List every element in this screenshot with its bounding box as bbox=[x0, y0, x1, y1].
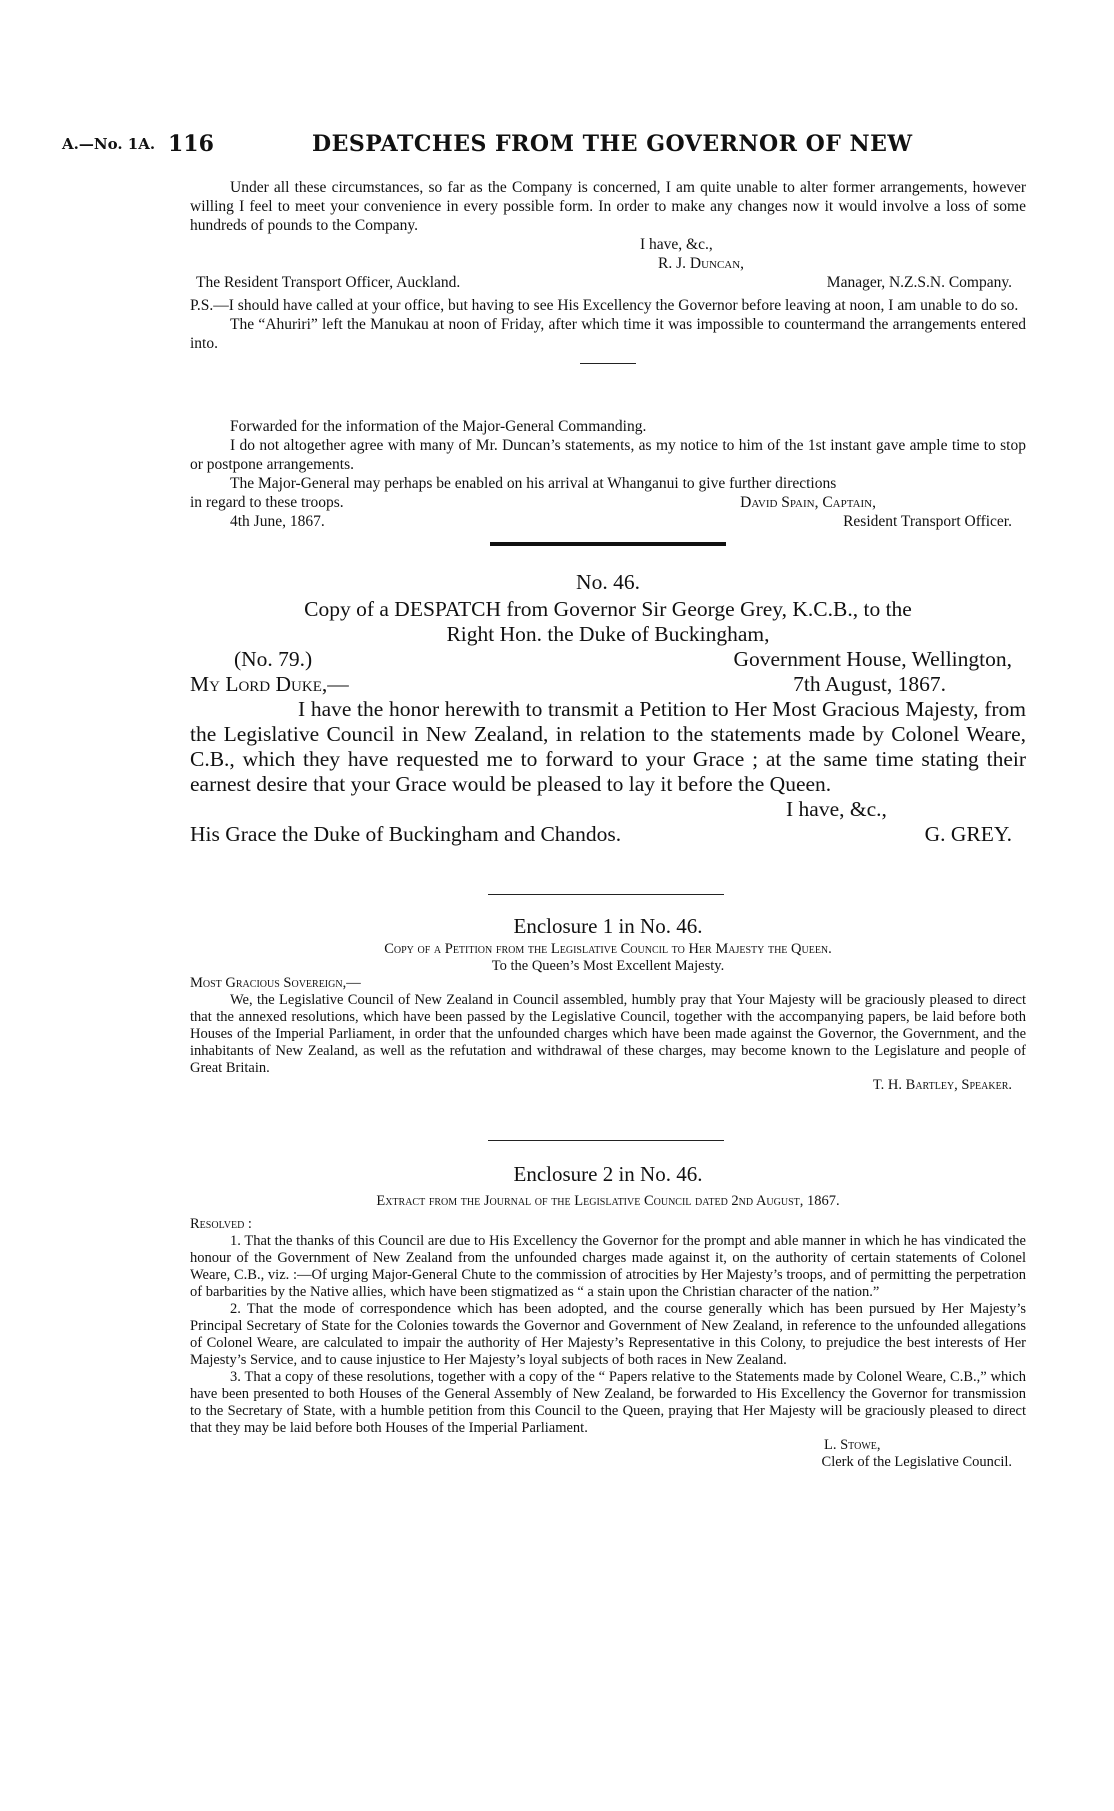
despatch-title-2: Right Hon. the Duke of Buckingham, bbox=[446, 622, 770, 646]
minute-date: 4th June, 1867. bbox=[230, 513, 325, 530]
letter-section bbox=[190, 178, 1026, 374]
minute-line-3b: in regard to these troops. bbox=[190, 494, 344, 511]
resolution-2: 2. That the mode of correspondence which has been adopted, and the course generally which has been pursued by Her Majesty’s Principal Secretary of State for the Colonies towards the Governor and Government of New Zealand, in reference to the unfounded allegations of Colonel Weare, are calculated to impair the authority of Her Majesty’s Representative in this Colony, to prejudice the best interests of Her Majesty’s Service, and to cause injustice to Her Majesty’s loyal subjects of both races in New Zealand. bbox=[190, 1301, 1026, 1368]
resolution-3: 3. That a copy of these resolutions, together with a copy of the “ Papers relative to the Statements made by Colonel Weare, C.B.,” which have been presented to both Houses of the General Assembly of New Zealand, be forwarded to His Excellency the Governor for transmission to the Secretary of State, with a humble petition from this Council to the Queen, praying that Her Majesty will be graciously pleased to direct that they may be laid before both Houses of the Imperial Parliament. bbox=[190, 1369, 1026, 1436]
enclosure-2 bbox=[190, 1162, 1026, 1471]
enclosure-1-to: To the Queen’s Most Excellent Majesty. bbox=[491, 958, 725, 974]
page-header bbox=[62, 131, 1014, 165]
despatch-addressee: His Grace the Duke of Buckingham and Chandos. bbox=[190, 822, 622, 846]
enclosure-1-heading: Enclosure 1 in No. 46. bbox=[513, 914, 703, 938]
despatch-place: Government House, Wellington, bbox=[733, 647, 1012, 671]
divider bbox=[488, 1140, 724, 1141]
letter-closing: I have, &c., bbox=[640, 236, 713, 253]
page-number: 116 bbox=[168, 131, 214, 157]
letter-signer-title: Manager, N.Z.S.N. Company. bbox=[826, 274, 1012, 291]
despatch-number: No. 46. bbox=[576, 570, 640, 594]
despatch-title: Copy of a DESPATCH from Governor Sir George Grey, K.C.B., to the bbox=[304, 597, 912, 621]
enclosure-1-subtitle: Copy of a Petition from the Legislative Council to Her Majesty the Queen. bbox=[384, 941, 832, 957]
letter-postscript-2: The “Ahuriri” left the Manukau at noon of Friday, after which time it was impossible to countermand the arrangements entered into. bbox=[190, 316, 1026, 352]
resolution-1: 1. That the thanks of this Council are due to His Excellency the Governor for the prompt and able manner in which he has vindicated the honour of the Government of New Zealand from the unfounded charges made against it, on the authority of certain statements of Colonel Weare, C.B., viz. :—Of urging Major-General Chute to the commission of atrocities by Her Majesty’s troops, and of permitting the perpetration of barbarities by the Native allies, which have been stigmatized as “ a stain upon the Christian character of the nation.” bbox=[190, 1233, 1026, 1300]
section-divider bbox=[490, 542, 726, 546]
minute-section bbox=[190, 417, 1026, 531]
enclosure-2-heading: Enclosure 2 in No. 46. bbox=[513, 1162, 703, 1186]
enclosure-1-salutation: Most Gracious Sovereign,— bbox=[190, 975, 361, 991]
minute-signer-title: Resident Transport Officer. bbox=[843, 513, 1012, 530]
divider bbox=[488, 894, 724, 895]
letter-postscript: P.S.—I should have called at your office, but having to see His Excellency the Governor before leaving at noon, I am unable to do so. bbox=[190, 297, 1019, 314]
despatch-closing: I have, &c., bbox=[786, 797, 887, 821]
enclosure-2-signer: L. Stowe, bbox=[824, 1437, 881, 1453]
enclosure-2-signer-title: Clerk of the Legislative Council. bbox=[821, 1454, 1012, 1470]
resolved-label: Resolved : bbox=[190, 1216, 252, 1232]
despatch-ref: (No. 79.) bbox=[234, 647, 313, 671]
despatch-salutation: My Lord Duke,— bbox=[190, 672, 349, 696]
enclosure-1-body: We, the Legislative Council of New Zealand in Council assembled, humbly pray that Your Majesty will be graciously pleased to direct that the annexed resolutions, which have been passed by the Legislative Council, together with the accompanying papers, be laid before both Houses of the Imperial Parliament, in order that the unfounded charges which have been made against the Governor, the Government, and the inhabitants of New Zealand, as well as the refutation and withdrawal of these charges, may become known to the Legislature and people of Great Britain. bbox=[190, 992, 1026, 1076]
despatch-body: I have the honor herewith to transmit a Petition to Her Most Gracious Majesty, from the Legislative Council in New Zealand, in relation to the statements made by Colonel Weare, C.B., which they have requested me to forward to your Grace ; at the same time stating their earnest desire that your Grace would be pleased to lay it before the Queen. bbox=[190, 697, 1026, 796]
divider bbox=[580, 363, 636, 364]
enclosure-2-subtitle: Extract from the Journal of the Legislative Council dated 2nd August, 1867. bbox=[376, 1193, 840, 1209]
enclosure-1-signer: T. H. Bartley, Speaker. bbox=[872, 1077, 1012, 1093]
minute-signer: David Spain, Captain, bbox=[740, 494, 876, 511]
letter-signer: R. J. Duncan, bbox=[658, 255, 745, 272]
minute-line-1: Forwarded for the information of the Major-General Commanding. bbox=[230, 418, 647, 435]
despatch-signer: G. GREY. bbox=[924, 822, 1012, 846]
running-title: DESPATCHES FROM THE GOVERNOR OF NEW bbox=[312, 131, 913, 157]
despatch-section bbox=[190, 570, 1026, 847]
parliamentary-reference: A.—No. 1A. bbox=[62, 135, 156, 153]
letter-addressee: The Resident Transport Officer, Auckland. bbox=[196, 274, 461, 291]
despatch-date: 7th August, 1867. bbox=[793, 672, 946, 696]
minute-line-2: I do not altogether agree with many of Mr. Duncan’s statements, as my notice to him of the 1st instant gave ample time to stop or postpone arrangements. bbox=[190, 437, 1026, 473]
enclosure-1 bbox=[190, 914, 1026, 1094]
letter-paragraph: Under all these circumstances, so far as the Company is concerned, I am quite unable to alter former arrangements, however willing I feel to meet your convenience in every possible form. In order to make any changes now it would involve a loss of some hundreds of pounds to the Company. bbox=[190, 179, 1026, 234]
minute-line-3: The Major-General may perhaps be enabled on his arrival at Whanganui to give further directions bbox=[230, 475, 837, 492]
